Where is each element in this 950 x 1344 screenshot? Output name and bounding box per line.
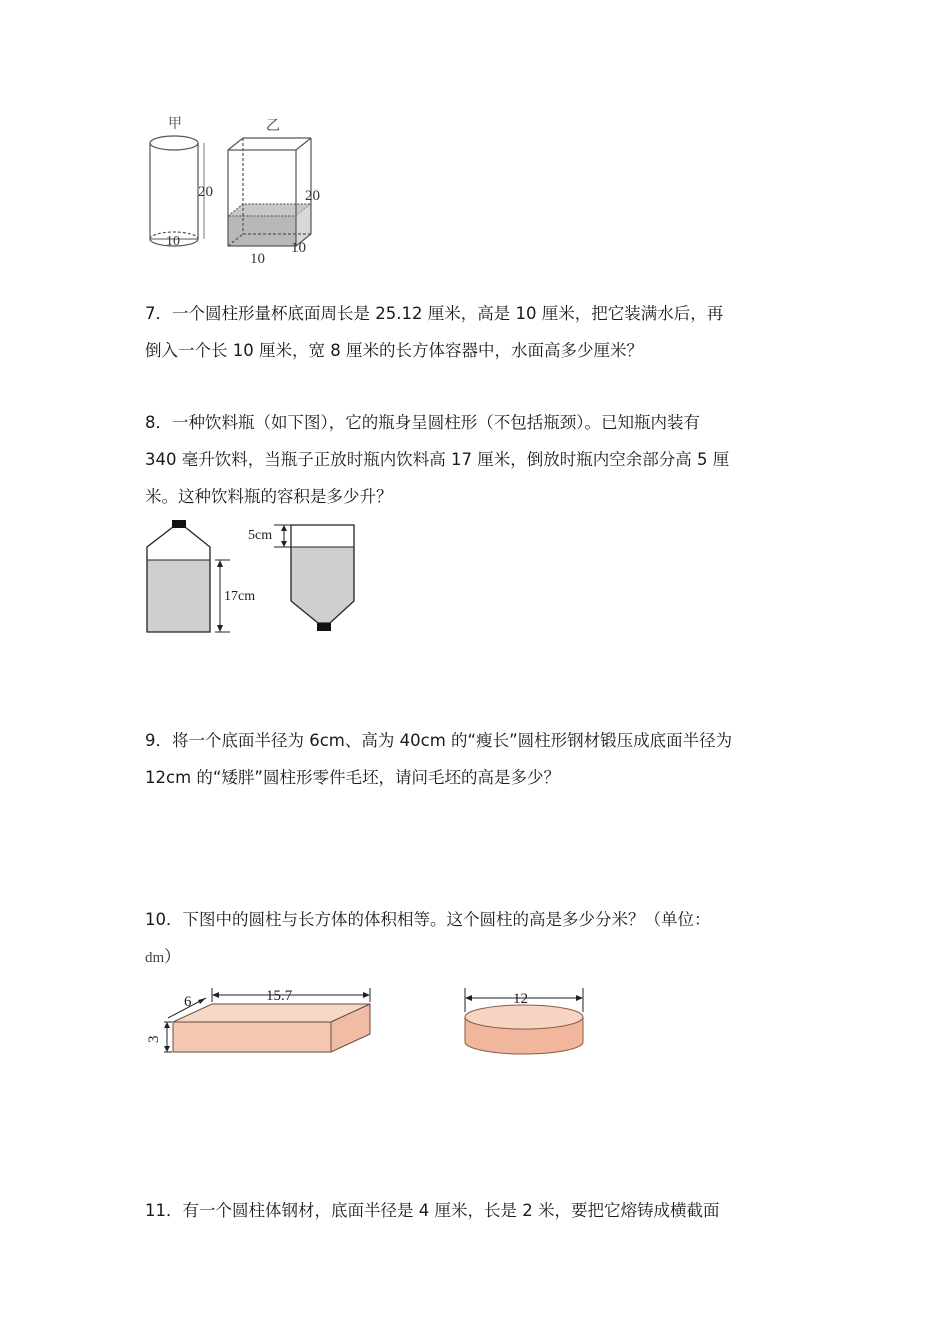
- label-yi-height: 20: [305, 188, 320, 204]
- q10-close-paren: ）: [164, 947, 181, 966]
- upright-bottle: [147, 520, 210, 632]
- question-9: [145, 722, 825, 796]
- q10-line-1: 10．下图中的圆柱与长方体的体积相等。这个圆柱的高是多少分米？（单位：: [145, 910, 711, 929]
- yi-water: [228, 216, 296, 246]
- label-jia: 甲: [168, 117, 182, 132]
- inverted-bottle: [291, 525, 354, 631]
- label-jia-diameter: 10: [166, 234, 180, 249]
- q8-line-2: 340 毫升饮料，当瓶子正放时瓶内饮料高 17 厘米，倒放时瓶内空余部分高 5 厘: [145, 450, 730, 469]
- label-cylinder-diameter: 12: [513, 991, 528, 1007]
- label-yi: 乙: [266, 119, 280, 134]
- label-yi-width: 10: [250, 251, 265, 267]
- q8-line-3: 米。这种饮料瓶的容积是多少升？: [145, 487, 393, 506]
- cylinder: [465, 1005, 583, 1054]
- q9-line-2: 12cm 的“矮胖”圆柱形零件毛坯，请问毛坯的高是多少？: [145, 768, 560, 787]
- label-5cm: 5cm: [248, 528, 273, 543]
- figure-cuboid-cylinder: [140, 982, 600, 1062]
- label-cuboid-width: 6: [184, 994, 192, 1010]
- q9-line-1: 9．将一个底面半径为 6cm、高为 40cm 的“瘦长”圆柱形钢材锻压成底面半径为: [145, 731, 733, 750]
- q10-line-2: [145, 938, 825, 977]
- label-cuboid-length: 15.7: [266, 988, 293, 1004]
- label-jia-height: 20: [198, 184, 213, 200]
- label-yi-depth: 10: [291, 240, 306, 256]
- q8-line-1: 8．一种饮料瓶（如下图），它的瓶身呈圆柱形（不包括瓶颈）。已知瓶内装有: [145, 413, 700, 432]
- q7-line-2: 倒入一个长 10 厘米，宽 8 厘米的长方体容器中，水面高多少厘米？: [145, 341, 643, 360]
- jia-cylinder-top: [150, 136, 198, 150]
- cuboid: [173, 1004, 370, 1052]
- q11-line-1: 11．有一个圆柱体钢材，底面半径是 4 厘米，长是 2 米，要把它熔铸成横截面: [145, 1201, 720, 1220]
- question-10: [145, 901, 825, 977]
- label-cuboid-height: 3: [146, 1035, 162, 1043]
- question-11: [145, 1192, 825, 1229]
- figure-bottles: [140, 515, 365, 640]
- figure-jia-yi: [138, 110, 338, 270]
- q10-unit: dm: [145, 950, 165, 966]
- question-8: [145, 404, 825, 515]
- question-7: [145, 295, 825, 369]
- q7-line-1: 7．一个圆柱形量杯底面周长是 25.12 厘米，高是 10 厘米，把它装满水后，再: [145, 304, 724, 323]
- label-17cm: 17cm: [224, 589, 256, 604]
